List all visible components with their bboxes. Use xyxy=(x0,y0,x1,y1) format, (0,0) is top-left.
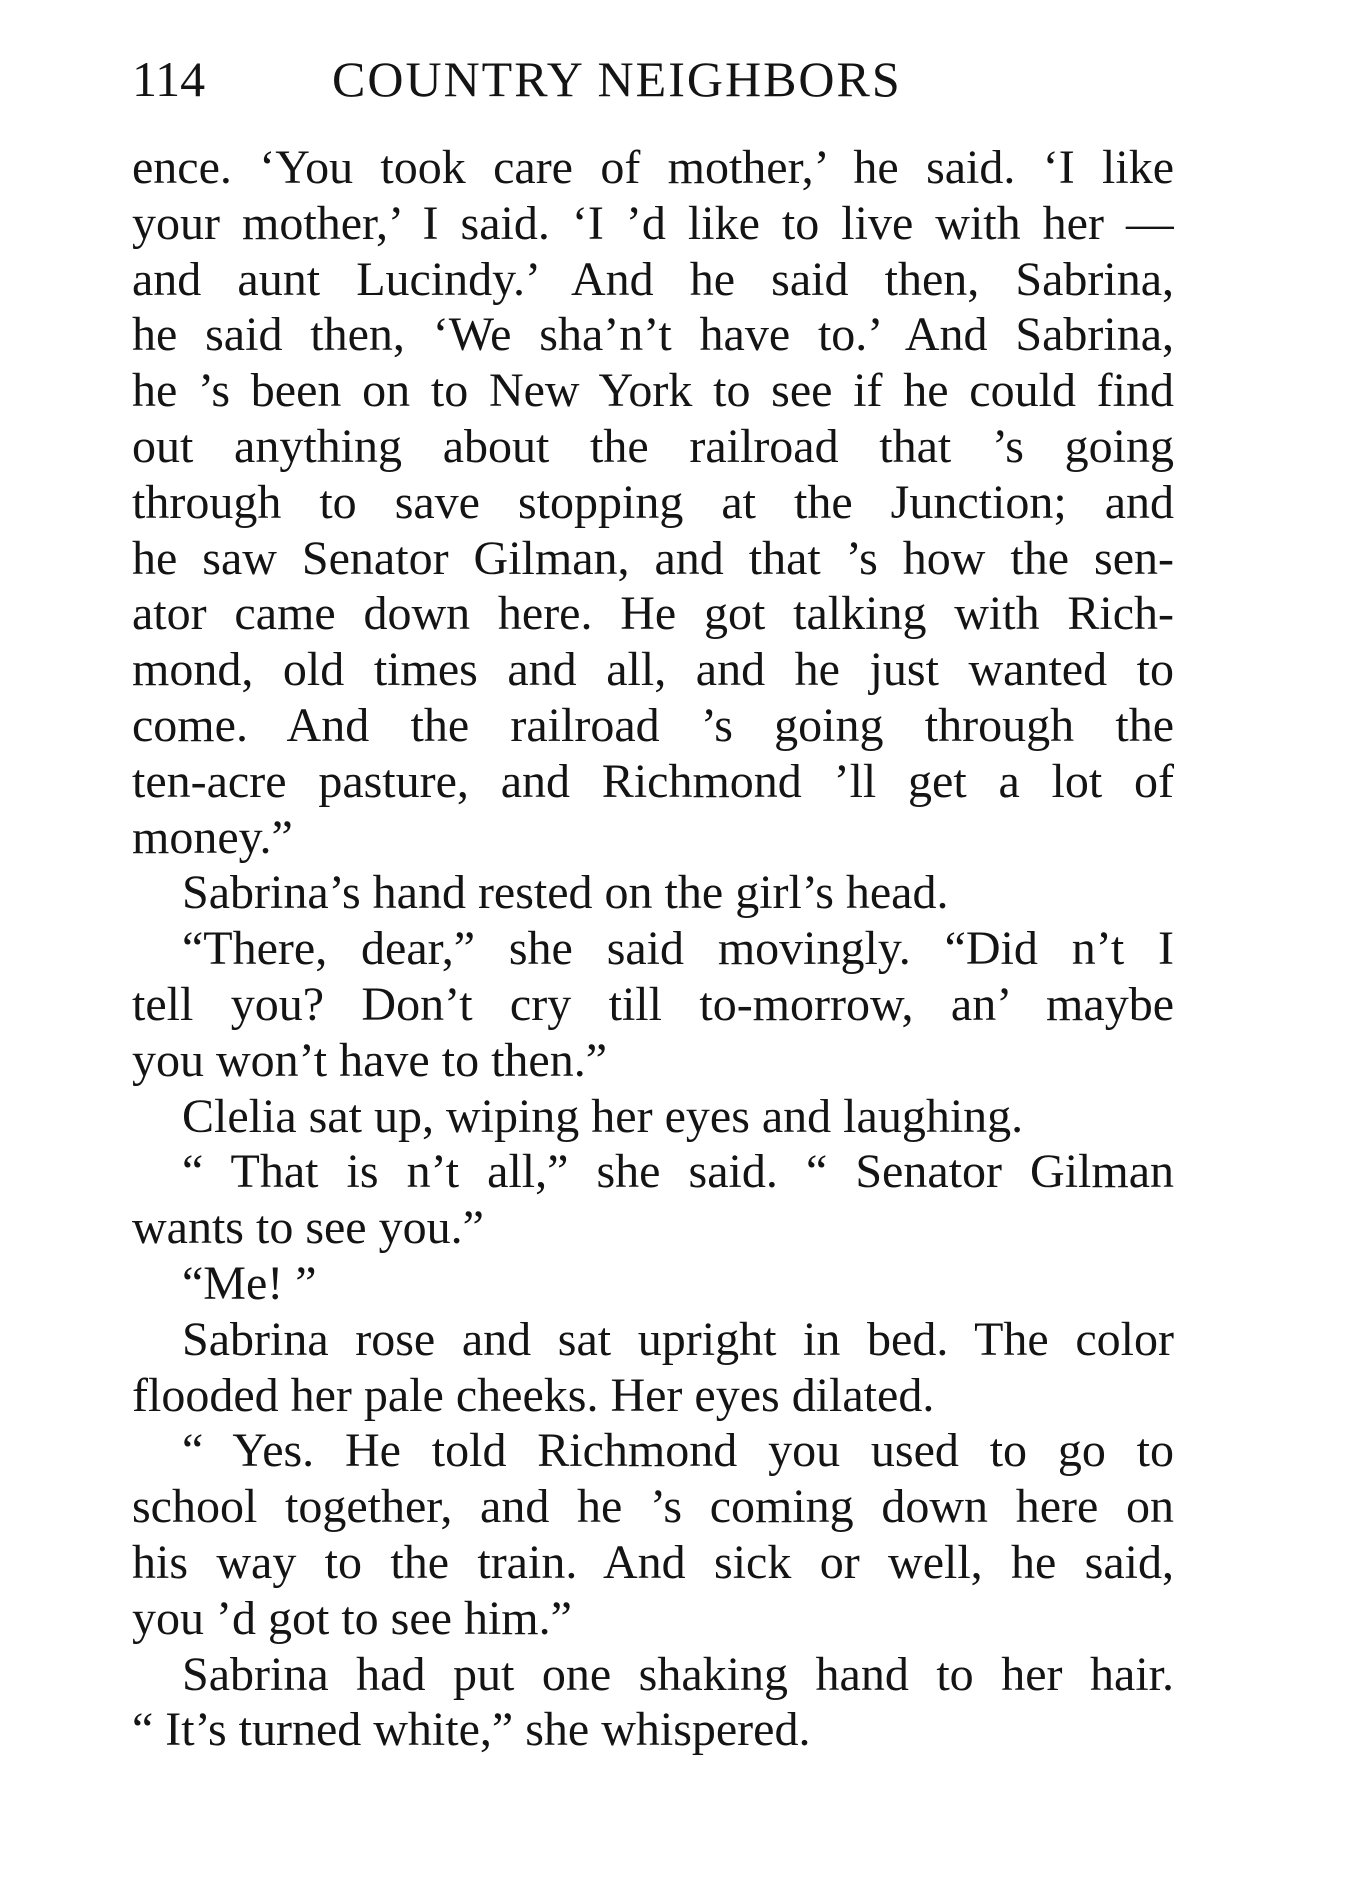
text-line: he said then, ‘We sha’n’t have to.’ And Sabrina, xyxy=(132,308,1174,362)
text-line: come. And the railroad ’s going through the xyxy=(132,698,1174,752)
text-line: his way to the train. And sick or well, he said, xyxy=(132,1535,1174,1589)
text-line: school together, and he ’s coming down here on xyxy=(132,1480,1174,1534)
text-line: ten-acre pasture, and Richmond ’ll get a lot of xyxy=(132,754,1174,808)
text-line: tell you? Don’t cry till to-morrow, an’ maybe xyxy=(132,977,1174,1031)
text-line: your mother,’ I said. ‘I ’d like to live with her — xyxy=(132,196,1174,250)
text-line: you won’t have to then.” xyxy=(132,1033,608,1087)
running-head xyxy=(132,44,1182,114)
page-number: 114 xyxy=(132,51,206,107)
text-line: flooded her pale cheeks. Her eyes dilated. xyxy=(132,1368,935,1422)
text-line: he ’s been on to New York to see if he could find xyxy=(132,364,1174,418)
text-line: mond, old times and all, and he just wanted to xyxy=(132,643,1174,697)
text-line: money.” xyxy=(132,810,293,864)
text-line: through to save stopping at the Junction; and xyxy=(132,475,1174,529)
text-line: and aunt Lucindy.’ And he said then, Sabrina, xyxy=(132,252,1174,306)
text-line: he saw Senator Gilman, and that ’s how the sen- xyxy=(132,531,1174,585)
text-line: “ It’s turned white,” she whispered. xyxy=(132,1703,811,1757)
text-line: “ Yes. He told Richmond you used to go to xyxy=(182,1424,1174,1478)
text-line: “ That is n’t all,” she said. “ Senator Gilman xyxy=(182,1145,1174,1199)
text-line: “Me! ” xyxy=(182,1256,317,1310)
body-text xyxy=(132,140,1174,1758)
text-line: “There, dear,” she said movingly. “Did n’t I xyxy=(182,922,1174,976)
text-line: ence. ‘You took care of mother,’ he said. ‘I like xyxy=(132,141,1174,194)
text-line: wants to see you.” xyxy=(132,1201,484,1255)
text-line: ator came down here. He got talking with Rich- xyxy=(132,587,1174,641)
text-line: Clelia sat up, wiping her eyes and laughing. xyxy=(182,1089,1024,1143)
text-line: Sabrina rose and sat upright in bed. The color xyxy=(182,1312,1174,1366)
book-title: COUNTRY NEIGHBORS xyxy=(332,51,902,107)
text-line: Sabrina’s hand rested on the girl’s head. xyxy=(182,866,949,920)
text-line: you ’d got to see him.” xyxy=(132,1591,572,1645)
text-line: out anything about the railroad that ’s going xyxy=(132,419,1174,473)
text-line: Sabrina had put one shaking hand to her hair. xyxy=(182,1647,1174,1701)
